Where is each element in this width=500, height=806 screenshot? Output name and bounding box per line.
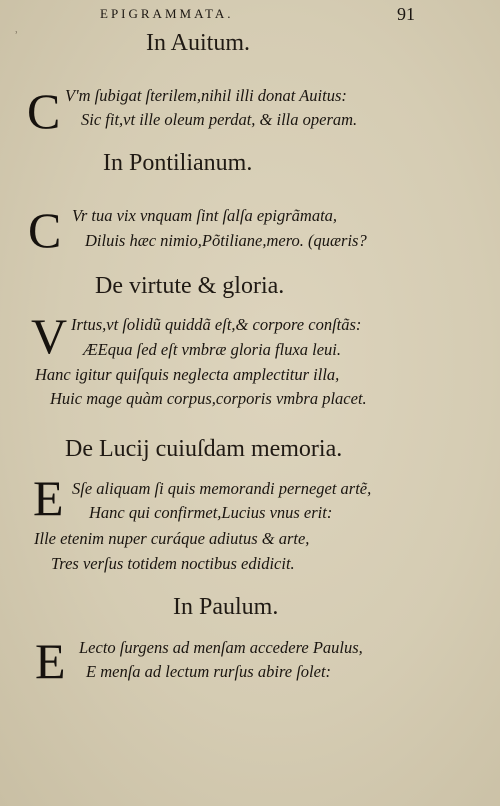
verse-line: Ille etenim nuper curáque adiutus & arte,	[34, 529, 310, 548]
verse-line: Hanc qui confirmet,Lucius vnus erit:	[89, 503, 333, 522]
verse-line: Vr tua vix vnquam ſint ſalſa epigrãmata,	[72, 206, 338, 225]
drop-cap: E	[35, 633, 66, 689]
verse-line: ÆEqua ſed eſt vmbræ gloria fluxa leui.	[83, 340, 342, 359]
section-heading: In Pontilianum.	[103, 150, 253, 176]
section-heading: De Lucij cuiuſdam memoria.	[65, 436, 343, 462]
verse-line: Irtus,vt ſolidũ quiddã eſt,& corpore conſtãs:	[71, 315, 362, 334]
section-heading: In Auitum.	[146, 30, 251, 56]
verse-line: V'm ſubigat ſterilem,nihil illi donat Auitus:	[65, 86, 347, 105]
verse-line: Hanc igitur quiſquis neglecta amplectitur illa,	[35, 365, 340, 384]
drop-cap: C	[27, 83, 61, 139]
verse-line: Lecto ſurgens ad menſam accedere Paulus,	[79, 638, 363, 657]
section-heading: In Paulum.	[173, 594, 279, 620]
page-number: 91	[397, 4, 415, 24]
verse-line: Huic mage quàm corpus,corporis vmbra placet.	[50, 389, 367, 408]
verse-line: Sſe aliquam ſi quis memorandi perneget artẽ,	[72, 479, 372, 498]
margin-mark: ʾ	[14, 30, 19, 45]
section-heading: De virtute & gloria.	[95, 273, 285, 299]
verse-line: Diluis hæc nimio,Põtiliane,mero. (quæris?	[85, 231, 367, 250]
drop-cap: C	[28, 202, 62, 258]
verse-line: E menſa ad lectum rurſus abire ſolet:	[86, 662, 332, 681]
verse-line: Tres verſus totidem noctibus edidicit.	[51, 554, 295, 573]
running-title: EPIGRAMMATA.	[100, 6, 234, 21]
drop-cap: V	[31, 308, 68, 364]
verse-line: Sic fit,vt ille oleum perdat, & illa operam.	[81, 110, 358, 129]
drop-cap: E	[33, 470, 64, 526]
